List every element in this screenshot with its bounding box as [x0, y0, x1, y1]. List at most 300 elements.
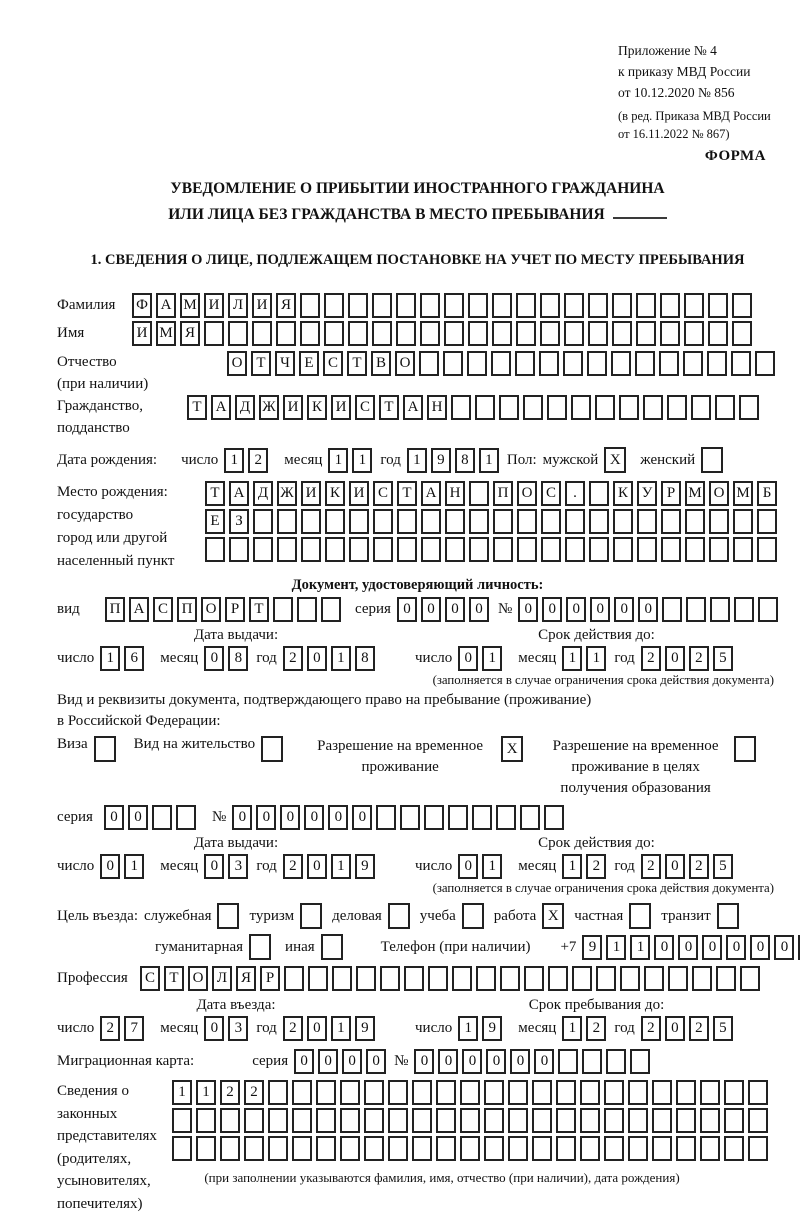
char-box[interactable]: И — [283, 395, 303, 420]
char-box[interactable] — [724, 1080, 744, 1105]
char-box[interactable] — [517, 509, 537, 534]
char-box[interactable] — [589, 481, 609, 506]
char-box[interactable] — [580, 1080, 600, 1105]
char-box[interactable] — [644, 966, 664, 991]
char-box[interactable] — [396, 321, 416, 346]
char-box[interactable] — [637, 537, 657, 562]
char-box[interactable] — [491, 351, 511, 376]
char-box[interactable] — [589, 509, 609, 534]
char-box[interactable]: А — [421, 481, 441, 506]
char-box[interactable] — [558, 1049, 578, 1074]
char-box[interactable] — [508, 1108, 528, 1133]
char-box[interactable] — [612, 293, 632, 318]
char-box[interactable] — [612, 321, 632, 346]
char-box[interactable] — [707, 351, 727, 376]
char-box[interactable]: 0 — [678, 935, 698, 960]
char-box[interactable]: 2 — [689, 1016, 709, 1041]
char-box[interactable] — [284, 966, 304, 991]
char-box[interactable] — [757, 509, 777, 534]
char-box[interactable]: 1 — [630, 935, 650, 960]
char-box[interactable] — [424, 805, 444, 830]
char-box[interactable] — [172, 1136, 192, 1161]
char-box[interactable]: У — [637, 481, 657, 506]
char-box[interactable] — [700, 1136, 720, 1161]
char-box[interactable]: 0 — [614, 597, 634, 622]
char-box[interactable] — [544, 805, 564, 830]
purpose-humanitarian-checkbox[interactable] — [249, 934, 271, 960]
char-box[interactable]: 3 — [228, 854, 248, 879]
char-box[interactable] — [732, 293, 752, 318]
char-box[interactable]: О — [395, 351, 415, 376]
char-box[interactable]: 9 — [582, 935, 602, 960]
char-box[interactable] — [253, 537, 273, 562]
char-box[interactable]: 2 — [248, 448, 268, 473]
char-box[interactable]: 0 — [318, 1049, 338, 1074]
char-box[interactable] — [516, 293, 536, 318]
char-box[interactable] — [445, 509, 465, 534]
char-box[interactable] — [412, 1136, 432, 1161]
char-box[interactable]: 1 — [100, 646, 120, 671]
char-box[interactable]: Ж — [259, 395, 279, 420]
char-box[interactable] — [508, 1136, 528, 1161]
char-box[interactable] — [630, 1049, 650, 1074]
char-box[interactable]: А — [211, 395, 231, 420]
char-box[interactable] — [563, 351, 583, 376]
char-box[interactable]: И — [301, 481, 321, 506]
char-box[interactable]: 0 — [518, 597, 538, 622]
char-box[interactable] — [589, 537, 609, 562]
char-box[interactable]: С — [140, 966, 160, 991]
char-box[interactable] — [508, 1080, 528, 1105]
char-box[interactable]: Б — [757, 481, 777, 506]
char-box[interactable] — [700, 1108, 720, 1133]
char-box[interactable] — [596, 966, 616, 991]
char-box[interactable] — [620, 966, 640, 991]
char-box[interactable] — [564, 293, 584, 318]
char-box[interactable] — [268, 1136, 288, 1161]
char-box[interactable]: К — [307, 395, 327, 420]
char-box[interactable] — [708, 321, 728, 346]
char-box[interactable] — [404, 966, 424, 991]
char-box[interactable] — [325, 537, 345, 562]
char-box[interactable] — [564, 321, 584, 346]
char-box[interactable]: О — [201, 597, 221, 622]
char-box[interactable] — [556, 1136, 576, 1161]
char-box[interactable] — [380, 966, 400, 991]
char-box[interactable] — [277, 537, 297, 562]
char-box[interactable] — [176, 805, 196, 830]
purpose-work-checkbox[interactable]: Х — [542, 903, 564, 929]
char-box[interactable] — [205, 537, 225, 562]
char-box[interactable] — [460, 1136, 480, 1161]
char-box[interactable] — [244, 1108, 264, 1133]
char-box[interactable] — [541, 509, 561, 534]
char-box[interactable]: Т — [379, 395, 399, 420]
char-box[interactable]: 0 — [304, 805, 324, 830]
char-box[interactable]: 7 — [124, 1016, 144, 1041]
char-box[interactable] — [452, 966, 472, 991]
char-box[interactable] — [540, 293, 560, 318]
char-box[interactable] — [172, 1108, 192, 1133]
char-box[interactable]: Ч — [275, 351, 295, 376]
char-box[interactable]: 0 — [638, 597, 658, 622]
char-box[interactable]: 8 — [355, 646, 375, 671]
char-box[interactable] — [445, 537, 465, 562]
char-box[interactable]: Е — [205, 509, 225, 534]
char-box[interactable] — [652, 1136, 672, 1161]
char-box[interactable]: . — [565, 481, 585, 506]
char-box[interactable] — [613, 537, 633, 562]
edu-permit-checkbox[interactable] — [734, 736, 756, 762]
char-box[interactable] — [493, 537, 513, 562]
char-box[interactable] — [676, 1136, 696, 1161]
char-box[interactable]: П — [177, 597, 197, 622]
char-box[interactable]: 0 — [462, 1049, 482, 1074]
char-box[interactable]: 1 — [562, 1016, 582, 1041]
char-box[interactable] — [659, 351, 679, 376]
char-box[interactable] — [547, 395, 567, 420]
char-box[interactable]: 0 — [486, 1049, 506, 1074]
char-box[interactable] — [685, 537, 705, 562]
purpose-tourism-checkbox[interactable] — [300, 903, 322, 929]
char-box[interactable] — [420, 293, 440, 318]
char-box[interactable]: С — [323, 351, 343, 376]
char-box[interactable]: 0 — [750, 935, 770, 960]
char-box[interactable] — [300, 293, 320, 318]
temp-permit-checkbox[interactable]: Х — [501, 736, 523, 762]
char-box[interactable] — [419, 351, 439, 376]
char-box[interactable] — [499, 395, 519, 420]
char-box[interactable] — [683, 351, 703, 376]
char-box[interactable] — [588, 321, 608, 346]
char-box[interactable]: Я — [236, 966, 256, 991]
char-box[interactable] — [451, 395, 471, 420]
char-box[interactable] — [700, 1080, 720, 1105]
char-box[interactable] — [517, 537, 537, 562]
char-box[interactable] — [316, 1136, 336, 1161]
char-box[interactable] — [652, 1108, 672, 1133]
char-box[interactable]: 1 — [606, 935, 626, 960]
char-box[interactable]: Я — [276, 293, 296, 318]
char-box[interactable] — [748, 1108, 768, 1133]
char-box[interactable] — [758, 597, 778, 622]
char-box[interactable]: 0 — [665, 1016, 685, 1041]
char-box[interactable] — [460, 1080, 480, 1105]
char-box[interactable]: 2 — [641, 1016, 661, 1041]
char-box[interactable] — [388, 1136, 408, 1161]
char-box[interactable] — [484, 1136, 504, 1161]
char-box[interactable]: 1 — [482, 646, 502, 671]
char-box[interactable] — [740, 966, 760, 991]
char-box[interactable]: 0 — [774, 935, 794, 960]
permit-checkbox[interactable] — [261, 736, 283, 762]
char-box[interactable] — [412, 1108, 432, 1133]
char-box[interactable] — [340, 1136, 360, 1161]
purpose-other-checkbox[interactable] — [321, 934, 343, 960]
char-box[interactable] — [364, 1080, 384, 1105]
char-box[interactable]: 0 — [445, 597, 465, 622]
char-box[interactable] — [196, 1136, 216, 1161]
char-box[interactable]: 2 — [244, 1080, 264, 1105]
char-box[interactable] — [268, 1108, 288, 1133]
char-box[interactable]: 8 — [228, 646, 248, 671]
char-box[interactable] — [349, 537, 369, 562]
char-box[interactable]: 0 — [510, 1049, 530, 1074]
char-box[interactable] — [604, 1136, 624, 1161]
char-box[interactable] — [496, 805, 516, 830]
purpose-official-checkbox[interactable] — [217, 903, 239, 929]
char-box[interactable] — [421, 509, 441, 534]
char-box[interactable]: Т — [347, 351, 367, 376]
char-box[interactable]: 0 — [702, 935, 722, 960]
char-box[interactable]: 0 — [458, 646, 478, 671]
char-box[interactable]: 9 — [355, 1016, 375, 1041]
char-box[interactable] — [476, 966, 496, 991]
char-box[interactable]: 9 — [355, 854, 375, 879]
char-box[interactable] — [376, 805, 396, 830]
char-box[interactable] — [292, 1136, 312, 1161]
char-box[interactable] — [444, 293, 464, 318]
char-box[interactable]: Н — [427, 395, 447, 420]
char-box[interactable] — [709, 537, 729, 562]
char-box[interactable] — [588, 293, 608, 318]
char-box[interactable]: 0 — [328, 805, 348, 830]
char-box[interactable] — [443, 351, 463, 376]
char-box[interactable]: 0 — [204, 854, 224, 879]
char-box[interactable] — [606, 1049, 626, 1074]
char-box[interactable]: К — [325, 481, 345, 506]
char-box[interactable]: З — [229, 509, 249, 534]
char-box[interactable]: О — [517, 481, 537, 506]
char-box[interactable]: П — [493, 481, 513, 506]
char-box[interactable]: 1 — [196, 1080, 216, 1105]
char-box[interactable] — [580, 1108, 600, 1133]
char-box[interactable] — [397, 537, 417, 562]
char-box[interactable] — [676, 1108, 696, 1133]
char-box[interactable]: 2 — [586, 1016, 606, 1041]
char-box[interactable]: 0 — [438, 1049, 458, 1074]
char-box[interactable] — [492, 321, 512, 346]
purpose-business-checkbox[interactable] — [388, 903, 410, 929]
char-box[interactable]: М — [733, 481, 753, 506]
char-box[interactable]: И — [132, 321, 152, 346]
char-box[interactable] — [692, 966, 712, 991]
char-box[interactable] — [436, 1108, 456, 1133]
char-box[interactable] — [724, 1108, 744, 1133]
char-box[interactable] — [628, 1080, 648, 1105]
purpose-transit-checkbox[interactable] — [717, 903, 739, 929]
char-box[interactable]: 0 — [397, 597, 417, 622]
char-box[interactable]: 1 — [562, 854, 582, 879]
char-box[interactable] — [252, 321, 272, 346]
char-box[interactable] — [643, 395, 663, 420]
char-box[interactable]: 0 — [104, 805, 124, 830]
char-box[interactable] — [709, 509, 729, 534]
char-box[interactable]: Н — [445, 481, 465, 506]
char-box[interactable] — [515, 351, 535, 376]
char-box[interactable]: 2 — [283, 1016, 303, 1041]
char-box[interactable]: 1 — [562, 646, 582, 671]
char-box[interactable] — [733, 537, 753, 562]
char-box[interactable]: 2 — [283, 854, 303, 879]
char-box[interactable] — [716, 966, 736, 991]
char-box[interactable]: 0 — [256, 805, 276, 830]
char-box[interactable]: Д — [235, 395, 255, 420]
char-box[interactable] — [587, 351, 607, 376]
char-box[interactable]: 0 — [342, 1049, 362, 1074]
char-box[interactable]: 5 — [713, 646, 733, 671]
char-box[interactable] — [253, 509, 273, 534]
char-box[interactable]: Т — [249, 597, 269, 622]
char-box[interactable]: 1 — [331, 1016, 351, 1041]
char-box[interactable] — [204, 321, 224, 346]
char-box[interactable] — [500, 966, 520, 991]
char-box[interactable] — [475, 395, 495, 420]
char-box[interactable]: 5 — [713, 1016, 733, 1041]
char-box[interactable] — [349, 509, 369, 534]
char-box[interactable] — [276, 321, 296, 346]
char-box[interactable]: 0 — [534, 1049, 554, 1074]
char-box[interactable] — [229, 537, 249, 562]
char-box[interactable]: С — [373, 481, 393, 506]
char-box[interactable]: 0 — [414, 1049, 434, 1074]
char-box[interactable] — [484, 1080, 504, 1105]
char-box[interactable] — [484, 1108, 504, 1133]
char-box[interactable] — [755, 351, 775, 376]
char-box[interactable]: Д — [253, 481, 273, 506]
char-box[interactable] — [734, 597, 754, 622]
char-box[interactable] — [516, 321, 536, 346]
char-box[interactable] — [301, 537, 321, 562]
char-box[interactable] — [660, 321, 680, 346]
char-box[interactable]: Е — [299, 351, 319, 376]
char-box[interactable]: 1 — [352, 448, 372, 473]
char-box[interactable] — [572, 966, 592, 991]
char-box[interactable]: Т — [205, 481, 225, 506]
char-box[interactable] — [373, 509, 393, 534]
char-box[interactable] — [492, 293, 512, 318]
char-box[interactable]: И — [252, 293, 272, 318]
char-box[interactable] — [637, 509, 657, 534]
char-box[interactable] — [324, 293, 344, 318]
char-box[interactable]: Р — [225, 597, 245, 622]
female-checkbox[interactable] — [701, 447, 723, 473]
char-box[interactable]: Л — [228, 293, 248, 318]
char-box[interactable] — [684, 293, 704, 318]
char-box[interactable] — [565, 509, 585, 534]
char-box[interactable] — [372, 293, 392, 318]
visa-checkbox[interactable] — [94, 736, 116, 762]
char-box[interactable] — [715, 395, 735, 420]
char-box[interactable] — [540, 321, 560, 346]
char-box[interactable]: С — [355, 395, 375, 420]
char-box[interactable]: О — [227, 351, 247, 376]
char-box[interactable] — [428, 966, 448, 991]
char-box[interactable] — [604, 1080, 624, 1105]
char-box[interactable]: Т — [251, 351, 271, 376]
char-box[interactable] — [662, 597, 682, 622]
char-box[interactable]: И — [204, 293, 224, 318]
char-box[interactable] — [668, 966, 688, 991]
char-box[interactable] — [420, 321, 440, 346]
char-box[interactable] — [421, 537, 441, 562]
char-box[interactable]: О — [709, 481, 729, 506]
char-box[interactable] — [356, 966, 376, 991]
char-box[interactable] — [748, 1136, 768, 1161]
char-box[interactable]: 2 — [220, 1080, 240, 1105]
char-box[interactable]: 2 — [689, 646, 709, 671]
char-box[interactable] — [757, 537, 777, 562]
char-box[interactable]: 1 — [458, 1016, 478, 1041]
char-box[interactable]: 2 — [283, 646, 303, 671]
char-box[interactable] — [469, 537, 489, 562]
char-box[interactable] — [708, 293, 728, 318]
char-box[interactable]: П — [105, 597, 125, 622]
char-box[interactable]: 0 — [726, 935, 746, 960]
char-box[interactable] — [611, 351, 631, 376]
char-box[interactable] — [556, 1080, 576, 1105]
char-box[interactable] — [332, 966, 352, 991]
char-box[interactable] — [469, 509, 489, 534]
char-box[interactable] — [685, 509, 705, 534]
char-box[interactable] — [301, 509, 321, 534]
char-box[interactable] — [582, 1049, 602, 1074]
char-box[interactable]: 8 — [455, 448, 475, 473]
char-box[interactable] — [373, 537, 393, 562]
char-box[interactable] — [748, 1080, 768, 1105]
char-box[interactable] — [388, 1108, 408, 1133]
char-box[interactable] — [660, 293, 680, 318]
char-box[interactable] — [348, 321, 368, 346]
char-box[interactable] — [444, 321, 464, 346]
title-blank-line[interactable] — [613, 207, 667, 219]
char-box[interactable]: 0 — [100, 854, 120, 879]
char-box[interactable] — [667, 395, 687, 420]
char-box[interactable] — [523, 395, 543, 420]
char-box[interactable] — [595, 395, 615, 420]
char-box[interactable] — [661, 509, 681, 534]
char-box[interactable]: М — [180, 293, 200, 318]
char-box[interactable]: М — [156, 321, 176, 346]
char-box[interactable]: 0 — [665, 854, 685, 879]
char-box[interactable] — [493, 509, 513, 534]
char-box[interactable]: О — [188, 966, 208, 991]
char-box[interactable] — [196, 1108, 216, 1133]
char-box[interactable] — [244, 1136, 264, 1161]
char-box[interactable]: А — [129, 597, 149, 622]
char-box[interactable]: А — [403, 395, 423, 420]
char-box[interactable]: 0 — [458, 854, 478, 879]
char-box[interactable]: В — [371, 351, 391, 376]
char-box[interactable] — [532, 1108, 552, 1133]
char-box[interactable]: 2 — [641, 646, 661, 671]
char-box[interactable] — [539, 351, 559, 376]
char-box[interactable] — [739, 395, 759, 420]
char-box[interactable]: Я — [180, 321, 200, 346]
char-box[interactable] — [396, 293, 416, 318]
char-box[interactable]: 2 — [100, 1016, 120, 1041]
char-box[interactable] — [580, 1136, 600, 1161]
char-box[interactable] — [340, 1080, 360, 1105]
char-box[interactable] — [556, 1108, 576, 1133]
char-box[interactable]: 0 — [654, 935, 674, 960]
char-box[interactable]: 0 — [566, 597, 586, 622]
char-box[interactable]: 9 — [431, 448, 451, 473]
char-box[interactable] — [604, 1108, 624, 1133]
char-box[interactable]: К — [613, 481, 633, 506]
char-box[interactable] — [436, 1136, 456, 1161]
char-box[interactable]: Р — [661, 481, 681, 506]
